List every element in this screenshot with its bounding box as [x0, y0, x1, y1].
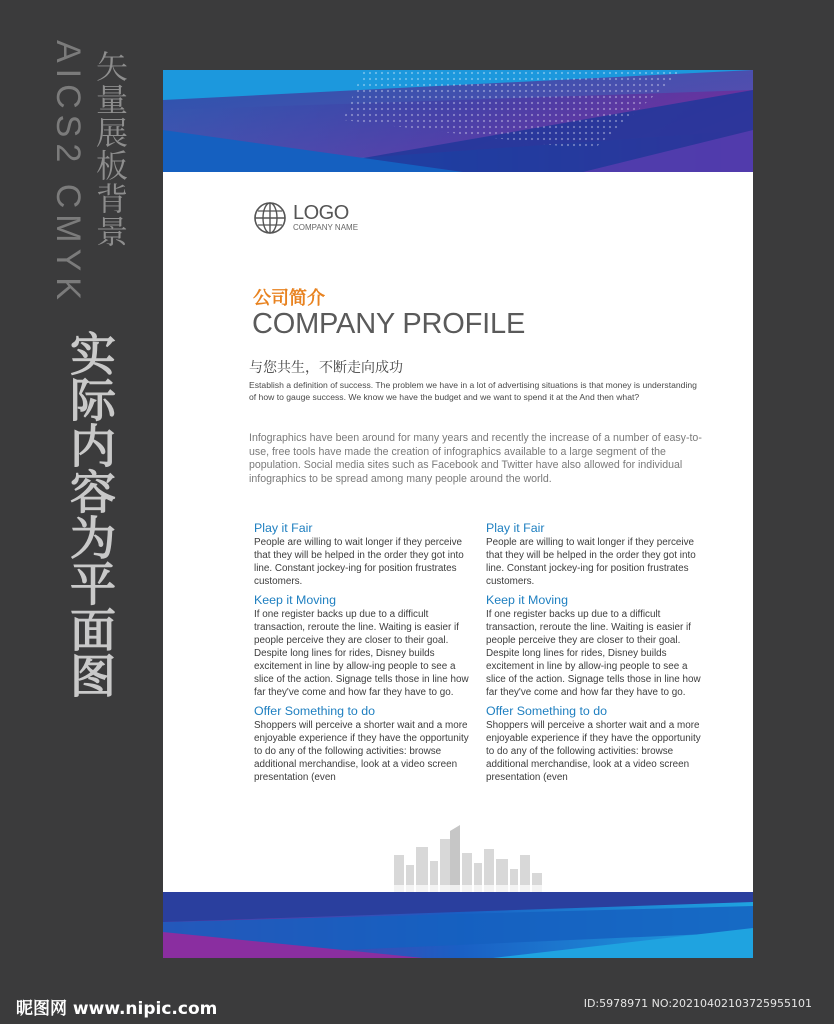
section-play-it-fair	[486, 520, 701, 588]
section-keep-it-moving	[254, 592, 469, 699]
section-body: People are willing to wait longer if they perceive that they will be helped in the order they got into line. Constant jockey-ing for position frustrates customers.	[486, 537, 696, 587]
globe-icon	[253, 201, 287, 235]
company-logo	[253, 201, 358, 235]
image-id-watermark: ID:5978971 NO:20210402103725955101	[583, 997, 812, 1010]
section-keep-it-moving	[486, 592, 701, 699]
site-watermark: 昵图网 www.nipic.com	[16, 999, 218, 1019]
side-label-format: AICS2 CMYK	[49, 40, 87, 306]
city-skyline-graphic	[388, 825, 548, 897]
intro-paragraph-1: Establish a definition of success. The problem we have in a lot of advertising situations is that money is understanding of how to gauge success. We know we have the budget and we want to spend it at the And then what?	[249, 380, 697, 402]
intro-paragraph-2: Infographics have been around for many years and recently the increase of a number of easy-to-use, free tools have made the creation of infographics available to a large segment of the population. Social media sites such as Facebook and Twitter have also allowed for individual infographics to be spread among many people around the world.	[249, 432, 702, 485]
logo-text: LOGO	[293, 202, 349, 224]
logo-company-name: COMPANY NAME	[293, 223, 359, 232]
subtitle-chinese: 与您共生，不断走向成功	[249, 360, 403, 376]
title-chinese: 公司简介	[253, 288, 325, 309]
poster-page	[163, 70, 753, 958]
section-body: Shoppers will perceive a shorter wait and a more enjoyable experience if they have the opportunity to do any of the following activities: browse additional merchandise, look at a video screen presentation (even	[486, 720, 701, 783]
section-offer-something	[254, 703, 469, 784]
section-title: Play it Fair	[486, 521, 545, 535]
title-english: COMPANY PROFILE	[252, 308, 526, 340]
content-column-right	[486, 520, 701, 788]
footer-decoration-band	[163, 892, 753, 958]
side-label-vector-board: 矢量展板背景	[91, 50, 129, 248]
section-play-it-fair	[254, 520, 469, 588]
section-body: If one register backs up due to a difficult transaction, reroute the line. Waiting is easier if people perceive they are closer to their goal. Despite long lines for rides, Disney builds excitement in line by allow-ing people to see a slice of the action. Signage tells those in line how far they've come and how far they have to go.	[486, 609, 701, 698]
content-column-left	[254, 520, 469, 788]
section-title: Keep it Moving	[486, 593, 568, 607]
section-title: Play it Fair	[254, 521, 313, 535]
side-label-flat-notice: 实际内容为平面图	[63, 330, 117, 698]
section-title: Offer Something to do	[486, 704, 607, 718]
section-title: Offer Something to do	[254, 704, 375, 718]
section-title: Keep it Moving	[254, 593, 336, 607]
section-body: If one register backs up due to a difficult transaction, reroute the line. Waiting is easier if people perceive they are closer to their goal. Despite long lines for rides, Disney builds excitement in line by allow-ing people to see a slice of the action. Signage tells those in line how far they've come and how far they have to go.	[254, 609, 469, 698]
section-body: Shoppers will perceive a shorter wait and a more enjoyable experience if they have the opportunity to do any of the following activities: browse additional merchandise, look at a video screen presentation (even	[254, 720, 469, 783]
section-offer-something	[486, 703, 701, 784]
header-decoration-band	[163, 70, 753, 172]
section-body: People are willing to wait longer if they perceive that they will be helped in the order they got into line. Constant jockey-ing for position frustrates customers.	[254, 537, 464, 587]
